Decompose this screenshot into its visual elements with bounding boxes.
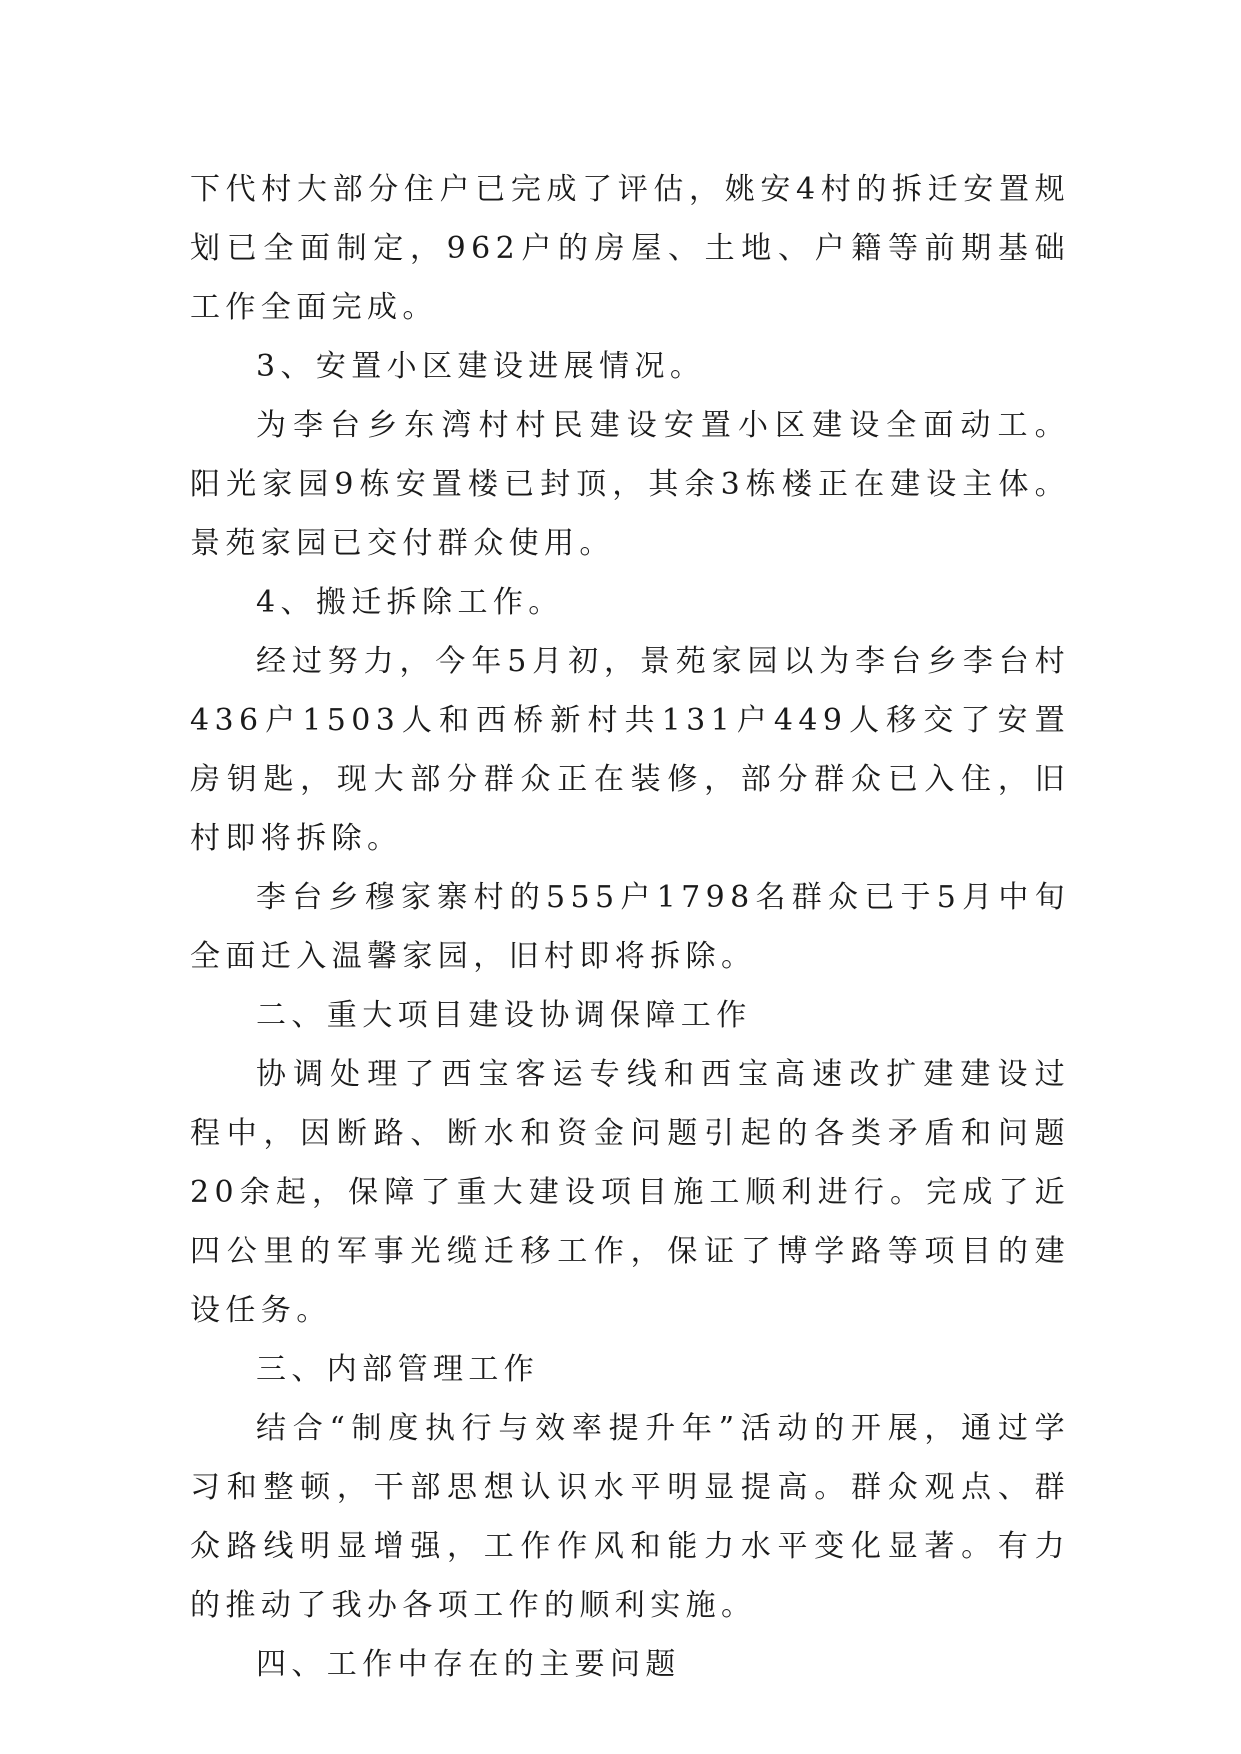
heading-internal-management: 三、内部管理工作 bbox=[256, 1352, 540, 1387]
paragraph-internal-management: 结合“制度执行与效率提升年”活动的开展，通过学习和整顿，干部思想认识水平明显提高。群众观点、群众路线明显增强，工作作风和能力水平变化显著。有力的推动了我办各项工作的顺利实施。 bbox=[190, 1411, 1070, 1623]
paragraph-relocation-keys: 经过努力，今年5月初，景苑家园以为李台乡李台村436户1503人和西桥新村共131户449人移交了安置房钥匙，现大部分群众正在装修，部分群众已入住，旧村即将拆除。 bbox=[190, 644, 1070, 856]
paragraph-major-projects: 协调处理了西宝客运专线和西宝高速改扩建建设过程中，因断路、断水和资金问题引起的各类矛盾和问题20余起，保障了重大建设项目施工顺利进行。完成了近四公里的军事光缆迁移工作，保证了博学路等项目的建设任务。 bbox=[190, 1057, 1070, 1328]
heading-resettlement-construction: 3、安置小区建设进展情况。 bbox=[256, 349, 706, 384]
heading-relocation-demolition: 4、搬迁拆除工作。 bbox=[256, 585, 564, 620]
heading-main-problems: 四、工作中存在的主要问题 bbox=[256, 1647, 681, 1682]
document-body bbox=[190, 160, 1070, 1694]
paragraph-mujiazhai-relocation: 李台乡穆家寨村的555户1798名群众已于5月中旬全面迁入温馨家园，旧村即将拆除。 bbox=[190, 880, 1070, 974]
heading-major-projects: 二、重大项目建设协调保障工作 bbox=[256, 998, 752, 1033]
paragraph-resettlement-construction: 为李台乡东湾村村民建设安置小区建设全面动工。阳光家园9栋安置楼已封顶，其余3栋楼正在建设主体。景苑家园已交付群众使用。 bbox=[190, 408, 1070, 561]
paragraph-evaluation-progress: 下代村大部分住户已完成了评估，姚安4村的拆迁安置规划已全面制定，962户的房屋、土地、户籍等前期基础工作全面完成。 bbox=[190, 172, 1070, 325]
